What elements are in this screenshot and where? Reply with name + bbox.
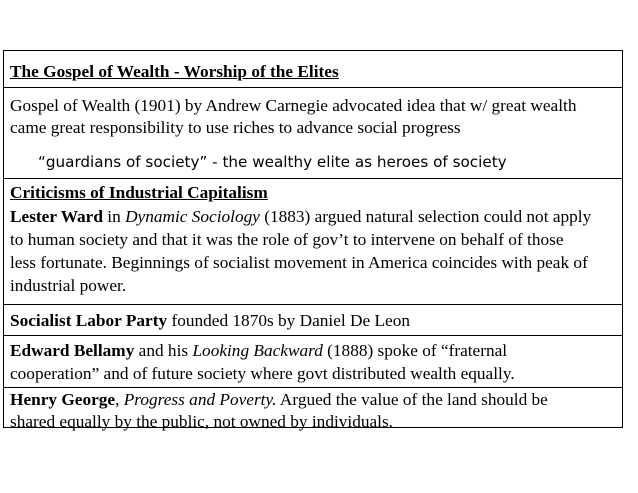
bellamy-line-2: cooperation” and of future society where govt distributed wealth equally. [10,364,515,383]
george-line-2: shared equally by the public, not owned by individuals. [10,412,393,431]
ward-name: Lester Ward [10,207,103,226]
ward-line-2: to human society and that it was the role of gov’t to intervene on behalf of those [10,230,564,249]
bellamy-mid: and his [134,341,193,360]
ward-line-1 [10,206,591,227]
divider [4,178,622,179]
slide-content-box [3,50,623,431]
ward-in: in [102,207,126,226]
george-book-title: Progress and Poverty. [123,390,277,409]
george-comma: , [115,390,124,409]
bellamy-book-title: Looking Backward [192,341,323,360]
george-line-1 [10,389,548,410]
ward-line-4: industrial power. [10,276,127,295]
bellamy-name: Edward Bellamy [10,341,135,360]
george-name: Henry George [10,390,116,409]
divider [4,387,622,388]
ward-line-3: less fortunate. Beginnings of socialist movement in America coincides with peak of [10,253,588,272]
divider [4,304,622,305]
bellamy-line-1 [10,340,507,361]
gospel-text-line-2: came great responsibility to use riches to advance social progress [10,118,461,137]
divider [4,335,622,336]
bellamy-line-1-rest: (1888) spoke of “fraternal [322,341,508,360]
gospel-text-line-1: Gospel of Wealth (1901) by Andrew Carnegie advocated idea that w/ great wealth [10,96,577,115]
ward-line-1-rest: (1883) argued natural selection could not apply [259,207,592,226]
socialist-labor-party-name: Socialist Labor Party [10,311,168,330]
slide-title: The Gospel of Wealth - Worship of the Elites [10,62,339,81]
ward-book-title: Dynamic Sociology [125,207,260,226]
divider [4,87,622,88]
socialist-labor-party-rest: founded 1870s by Daniel De Leon [167,311,410,330]
criticisms-heading: Criticisms of Industrial Capitalism [10,183,268,202]
george-line-1-rest: Argued the value of the land should be [276,390,548,409]
socialist-labor-party-line [10,310,410,331]
guardians-quote: “guardians of society” - the wealthy elite as heroes of society [38,153,507,171]
